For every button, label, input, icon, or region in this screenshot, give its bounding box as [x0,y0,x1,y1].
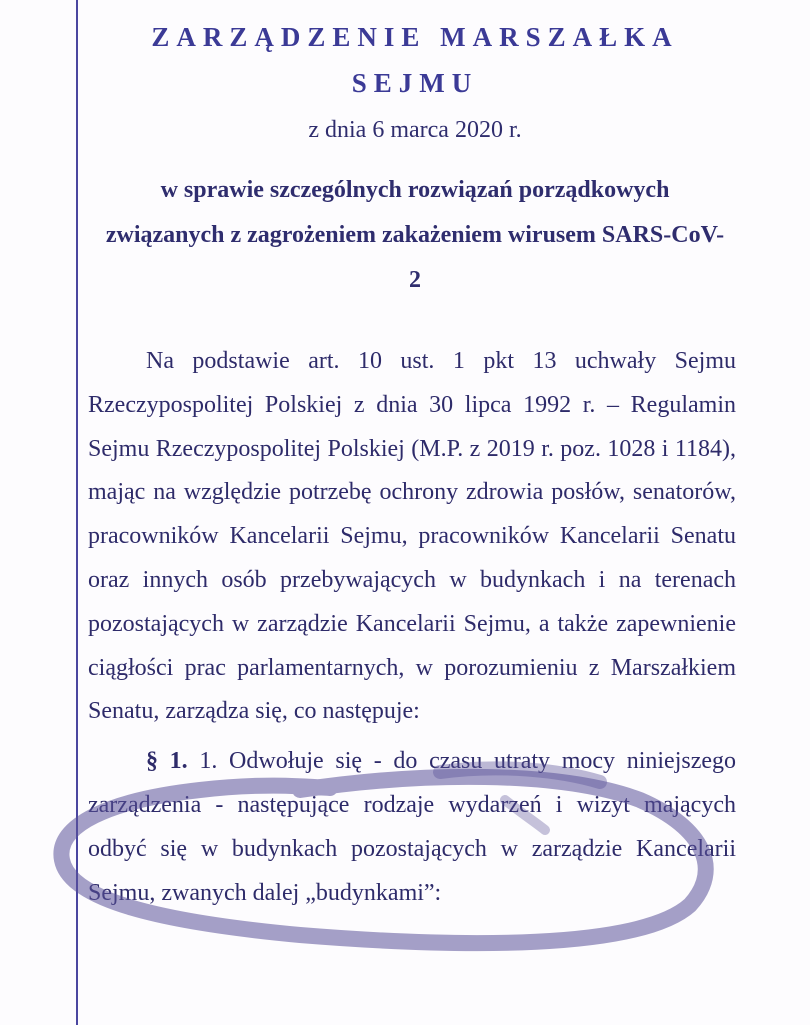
document-subject: w sprawie szczególnych rozwiązań porządkowych związanych z zagrożeniem zakażeniem wirusem SARS-CoV-2 [105,177,725,293]
document-title: ZARZĄDZENIE MARSZAŁKA SEJMU [151,22,679,98]
section-1-text: 1. Odwołuje się - do czasu utraty mocy niniejszego zarządzenia - następujące rodzaje wydarzeń i wizyt mających odbyć się w budynkach pozostających w zarządzie Kancelarii Sejmu, zwanych dalej „budynkami”: [88,748,737,906]
section-1-paragraph [88,740,736,915]
document-date: z dnia 6 marca 2020 r. [308,117,522,143]
preamble-paragraph: Na podstawie art. 10 ust. 1 pkt 13 uchwały Sejmu Rzeczypospolitej Polskiej z dnia 30 lipca 1992 r. – Regulamin Sejmu Rzeczypospolitej Polskiej (M.P. z 2019 r. poz. 1028 i 1184), mając na względzie potrzebę ochrony zdrowia posłów, senatorów, pracowników Kancelarii Sejmu, pracowników Kancelarii Senatu oraz innych osób przebywających w budynkach i na terenach pozostających w zarządzie Kancelarii Sejmu, a także zapewnienie ciągłości prac parlamentarnych, w porozumieniu z Marszałkiem Senatu, zarządza się, co następuje: [88,348,736,725]
document-body [88,340,736,915]
margin-line [76,0,78,1025]
section-mark: § 1. [146,748,188,775]
